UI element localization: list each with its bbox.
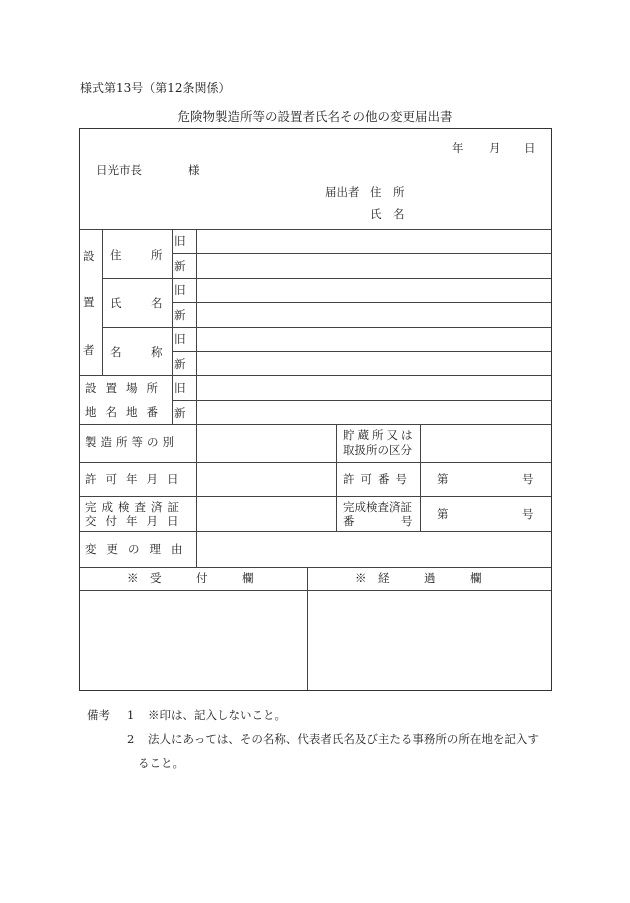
installer-label-1: 設 xyxy=(83,249,95,263)
month-label: 月 xyxy=(489,141,501,155)
rule xyxy=(80,462,551,463)
new-label: 新 xyxy=(174,259,186,273)
go-label: 号 xyxy=(522,507,534,521)
completion-number-label-line1: 完成検査済証 xyxy=(343,500,412,514)
progress-column-label: ※ 経 過 欄 xyxy=(355,571,482,585)
rule xyxy=(172,351,551,352)
honorific: 様 xyxy=(188,163,200,177)
notifier-address-label: 住 所 xyxy=(370,185,405,199)
notifier-label: 届出者 xyxy=(325,185,360,199)
form-reference: 様式第13号（第12条関係） xyxy=(80,81,231,95)
rule xyxy=(172,229,173,424)
dai-label: 第 xyxy=(437,507,449,521)
change-reason-label: 変更の理由 xyxy=(85,542,193,556)
completion-date-label-line1: 完成検査済証 xyxy=(85,500,184,514)
form-table xyxy=(79,128,552,691)
document-title: 危険物製造所等の設置者氏名その他の変更届出書 xyxy=(177,109,453,124)
installer-name-label: 氏 名 xyxy=(110,296,172,310)
completion-number-label-go: 号 xyxy=(401,514,413,528)
rule xyxy=(80,424,551,425)
rule xyxy=(80,496,551,497)
year-label: 年 xyxy=(452,141,464,155)
location-label-line1: 設置場所 xyxy=(85,381,167,395)
new-label: 新 xyxy=(174,308,186,322)
day-label: 日 xyxy=(524,141,536,155)
rule xyxy=(420,424,421,531)
permit-number-label: 許可番号 xyxy=(343,472,413,486)
note-2-text: 法人にあっては、その名称、代表者氏名及び主たる事務所の所在地を記入す xyxy=(148,732,539,746)
new-label: 新 xyxy=(174,357,186,371)
rule xyxy=(102,229,103,375)
rule xyxy=(172,400,551,401)
old-label: 旧 xyxy=(174,381,186,395)
note-1-text: ※印は、記入しないこと。 xyxy=(148,708,286,722)
dai-label: 第 xyxy=(437,472,449,486)
rule xyxy=(80,375,551,376)
note-2-text-continued: ること。 xyxy=(138,756,184,770)
notifier-name-label: 氏 名 xyxy=(370,207,405,221)
addressee: 日光市長 xyxy=(96,163,142,177)
old-label: 旧 xyxy=(174,332,186,346)
completion-number-label-ban: 番 xyxy=(343,514,355,528)
rule xyxy=(80,567,551,568)
rule xyxy=(102,278,551,279)
installer-label-3: 者 xyxy=(83,343,95,357)
new-label: 新 xyxy=(174,406,186,420)
rule xyxy=(307,567,308,690)
rule xyxy=(172,253,551,254)
rule xyxy=(102,327,551,328)
rule xyxy=(172,302,551,303)
installer-label-2: 置 xyxy=(83,295,95,309)
completion-date-label-line2: 交付年月日 xyxy=(85,514,188,528)
permit-date-label: 許可年月日 xyxy=(85,472,188,486)
rule xyxy=(80,229,551,230)
note-2-number: 2 xyxy=(127,732,135,746)
old-label: 旧 xyxy=(174,283,186,297)
rule xyxy=(196,229,197,567)
go-label: 号 xyxy=(522,472,534,486)
reception-column-label: ※ 受 付 欄 xyxy=(127,571,254,585)
installer-entity-name-label: 名 称 xyxy=(110,345,172,359)
rule xyxy=(80,531,551,532)
notes-label: 備考 xyxy=(87,708,110,722)
rule xyxy=(80,590,551,591)
installer-address-label: 住 所 xyxy=(110,248,172,262)
old-label: 旧 xyxy=(174,234,186,248)
facility-type-label: 製造所等の別 xyxy=(85,435,178,449)
storage-class-label-line2: 取扱所の区分 xyxy=(343,443,412,457)
location-label-line2: 地名地番 xyxy=(85,405,167,419)
note-1-number: 1 xyxy=(127,708,135,722)
rule xyxy=(336,424,337,531)
storage-class-label-line1: 貯蔵所又は xyxy=(343,428,416,442)
